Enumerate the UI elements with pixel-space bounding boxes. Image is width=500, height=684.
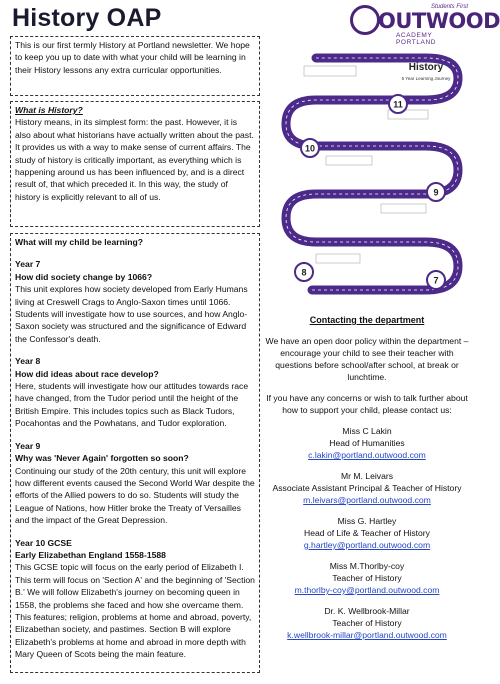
intro-text: This is our first termly History at Portland newsletter. We hope to keep you up to date with what your child will be learning in their History lessons any extra curricular opportunities.: [15, 40, 250, 75]
journey-note: [304, 66, 356, 76]
staff-entry: [262, 560, 472, 596]
journey-note: [381, 204, 426, 213]
year-text: Here, students will investigate how our attitudes towards race have changed, from the Tudor period until the height of the British Empire. This includes topics such as Black Tudors, Pocahontas and the Powhatans, and Tudor exploration.: [15, 381, 249, 429]
staff-email-link[interactable]: c.lakin@portland.outwood.com: [308, 450, 426, 460]
staff-entry: [262, 470, 472, 506]
staff-entry: [262, 515, 472, 551]
year-text: This unit explores how society developed from Early Humans living at Creswell Crags to Anglo-Saxon times until 1066. Students will investigate how to use sources, and how Anglo-Saxon society was structured and the significance of Edward the Confessor's death.: [15, 284, 248, 344]
year-question: Why was 'Never Again' forgotten so soon?: [15, 453, 189, 464]
what-is-history-text: History means, in its simplest form: the past. However, it is also about what historians have actually written about the past. It provides us with a way to make sense of current affairs. The study of history is critically important, as everything which is happening around us has been influenced by, and is a direct result of, that which preceded it. In this way, the study of history is explicitly relevant to all of us.: [15, 117, 254, 202]
badge-label: 9: [433, 187, 439, 198]
contact-para-1: We have an open door policy within the department – encourage your child to see their teacher with questions before school/after school, at break or lunchtime.: [265, 336, 469, 382]
staff-name: Miss G. Hartley: [337, 516, 397, 526]
contact-section: [262, 314, 472, 641]
logo-main-text: OUTWOOD: [378, 9, 500, 33]
logo-tagline: Students First: [430, 4, 468, 10]
staff-email-link[interactable]: g.hartley@portland.outwood.com: [303, 540, 431, 550]
year-question: Early Elizabethan England 1558-1588: [15, 549, 166, 560]
journey-note: [316, 254, 360, 263]
contact-heading: Contacting the department: [309, 315, 425, 325]
contact-para-2: If you have any concerns or wish to talk further about how to support your child, please contact us:: [266, 393, 468, 415]
intro-box: [10, 36, 260, 96]
learning-box: [10, 233, 260, 673]
year-question: How did society change by 1066?: [15, 271, 153, 282]
badge-label: 7: [433, 275, 439, 286]
badge-label: 8: [301, 267, 307, 278]
staff-role: Teacher of History: [332, 573, 402, 583]
staff-name: Dr. K. Wellbrook-Millar: [324, 606, 410, 616]
logo-sub-text: ACADEMY PORTLAND: [396, 32, 437, 46]
what-is-history-box: [10, 101, 260, 227]
year-label: Year 10 GCSE: [15, 537, 72, 548]
logo-circle-icon: [350, 5, 380, 35]
year-label: Year 8: [15, 356, 41, 367]
roadmap-graphic: [276, 44, 470, 302]
year-badge-9: [427, 183, 445, 201]
year-label: Year 9: [15, 440, 41, 451]
year-badge-7: [427, 271, 445, 289]
badge-label: 10: [304, 143, 316, 154]
staff-entry: [262, 425, 472, 461]
staff-role: Teacher of History: [332, 618, 402, 628]
staff-email-link[interactable]: m.thorlby-coy@portland.outwood.com: [294, 585, 440, 595]
what-is-history-heading: What is History?: [15, 105, 83, 115]
roadmap-subtitle: 5 Year Learning Journey: [401, 76, 451, 81]
learning-journey-roadmap: [276, 44, 470, 302]
road-path: [286, 58, 458, 290]
school-logo: [350, 2, 500, 46]
staff-role: Head of Humanities: [329, 438, 405, 448]
staff-name: Miss M.Thorlby-coy: [329, 561, 405, 571]
year-badge-11: [389, 95, 407, 113]
learning-heading: What will my child be learning?: [15, 237, 143, 247]
staff-email-link[interactable]: m.leivars@portland.outwood.com: [303, 495, 431, 505]
staff-entry: [262, 605, 472, 641]
staff-role: Head of Life & Teacher of History: [304, 528, 430, 538]
year-text: This GCSE topic will focus on the early period of Elizabeth I. This term will focus on 'Section A' and the beginning of 'Section B.' We will follow Elizabeth's journey on becoming queen in 1558, the problems she faced and how she overcame them. This features; religion, problems at home and abroad, poverty, Elizabethan society, and pastimes. Section B will explore Elizabeth's problems at home and abroad in more depth with Mary Queen of Scots being the main feature.: [15, 562, 255, 660]
staff-role: Associate Assistant Principal & Teacher of History: [272, 483, 462, 493]
journey-note: [326, 156, 372, 165]
road-center-line: [286, 58, 458, 290]
year-text: Continuing our study of the 20th century, this unit will explore how different events caused the Second World War despite the efforts of the Allied powers to do so. Students will study the League of Nations, how Hitler broke the Treaty of Versailles and the impact of the Great Depression.: [15, 465, 255, 526]
year-badge-8: [295, 263, 313, 281]
year-label: Year 7: [15, 259, 41, 270]
badge-label: 11: [393, 99, 403, 110]
staff-name: Mr M. Leivars: [340, 471, 394, 481]
staff-email-link[interactable]: k.wellbrook-millar@portland.outwood.com: [287, 630, 447, 640]
staff-name: Miss C Lakin: [342, 426, 392, 436]
year-badge-10: [301, 139, 319, 157]
roadmap-title: History: [408, 62, 444, 73]
year-question: How did ideas about race develop?: [15, 368, 159, 379]
page-title: History OAP: [12, 4, 162, 32]
